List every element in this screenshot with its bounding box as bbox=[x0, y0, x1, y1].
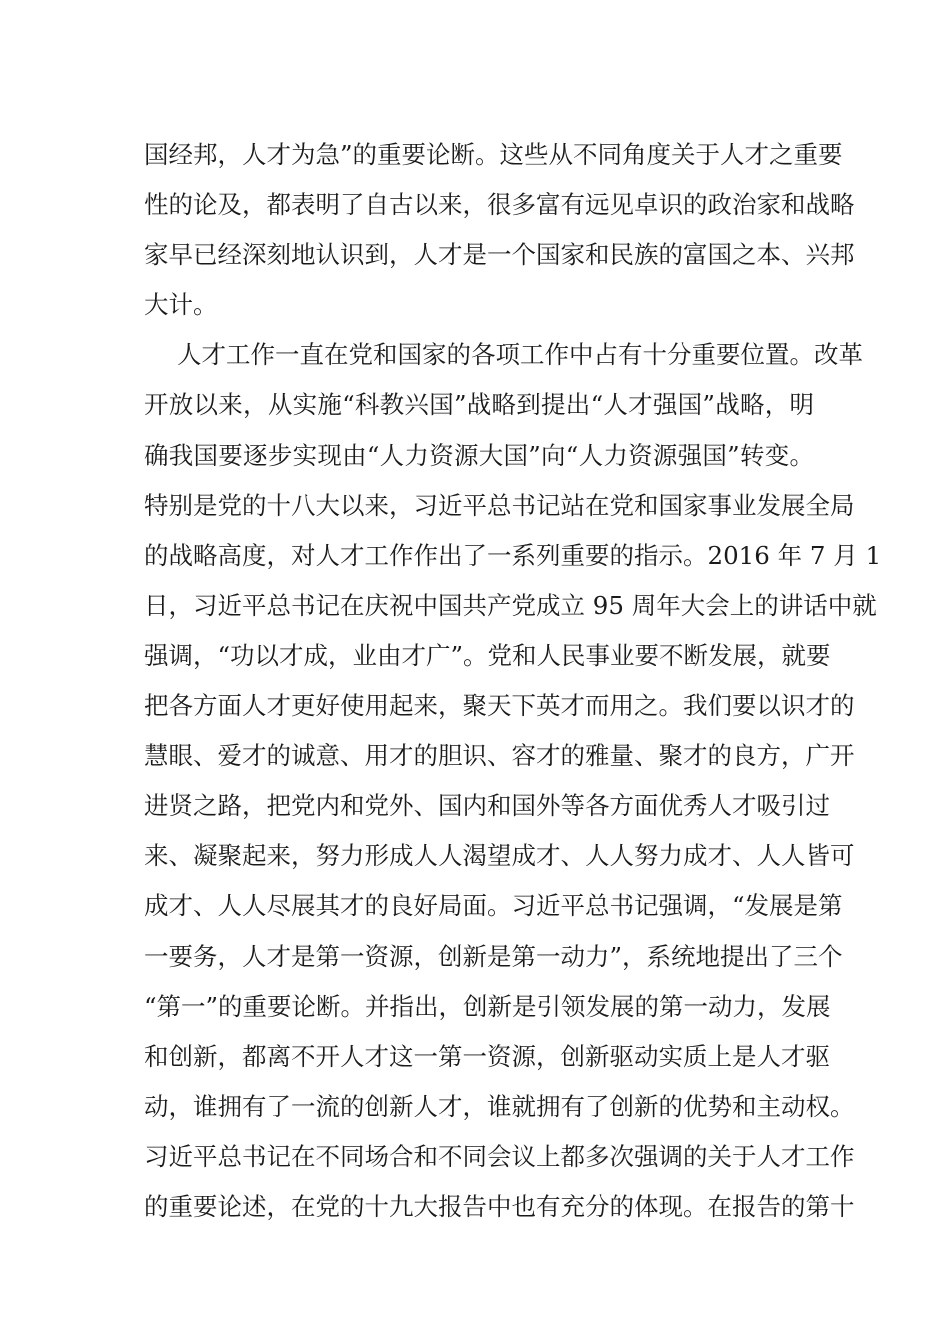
text-line: 动，谁拥有了一流的创新人才，谁就拥有了创新的优势和主动权。 bbox=[144, 1091, 855, 1121]
text-line: 和创新，都离不开人才这一第一资源，创新驱动实质上是人才驱 bbox=[144, 1041, 830, 1071]
text-line: 把各方面人才更好使用起来，聚天下英才而用之。我们要以识才的 bbox=[144, 691, 855, 721]
document-body bbox=[144, 130, 882, 1232]
text-line: 习近平总书记在不同场合和不同会议上都多次强调的关于人才工作 bbox=[144, 1141, 855, 1171]
text-line: 成才、人人尽展其才的良好局面。习近平总书记强调，“发展是第 bbox=[144, 891, 843, 921]
text-line: 的战略高度，对人才工作作出了一系列重要的指示。2016 年 7 月 1 bbox=[144, 540, 882, 570]
text-line: 日，习近平总书记在庆祝中国共产党成立 95 周年大会上的讲话中就 bbox=[144, 590, 877, 620]
text-line: 特别是党的十八大以来，习近平总书记站在党和国家事业发展全局 bbox=[144, 490, 855, 520]
text-line: 的重要论述，在党的十九大报告中也有充分的体现。在报告的第十 bbox=[144, 1191, 855, 1221]
text-line: 家早已经深刻地认识到，人才是一个国家和民族的富国之本、兴邦 bbox=[144, 240, 855, 270]
text-line: 来、凝聚起来，努力形成人人渴望成才、人人努力成才、人人皆可 bbox=[144, 841, 855, 871]
text-line: 国经邦，人才为急”的重要论断。这些从不同角度关于人才之重要 bbox=[144, 140, 843, 169]
text-line: 进贤之路，把党内和党外、国内和国外等各方面优秀人才吸引过 bbox=[144, 791, 830, 821]
text-line: “第一”的重要论断。并指出，创新是引领发展的第一动力，发展 bbox=[144, 991, 831, 1021]
text-line: 确我国要逐步实现由“人力资源大国”向“人力资源强国”转变。 bbox=[144, 440, 814, 470]
text-line: 慧眼、爱才的诚意、用才的胆识、容才的雅量、聚才的良方，广开 bbox=[144, 741, 855, 771]
text-line: 强调，“功以才成，业由才广”。党和人民事业要不断发展，就要 bbox=[144, 640, 831, 670]
paragraph-first-line: 人才工作一直在党和国家的各项工作中占有十分重要位置。改革 bbox=[177, 340, 863, 370]
text-line: 性的论及，都表明了自古以来，很多富有远见卓识的政治家和战略 bbox=[144, 190, 855, 220]
text-line: 大计。 bbox=[144, 290, 218, 320]
text-line: 开放以来，从实施“科教兴国”战略到提出“人才强国”战略，明 bbox=[144, 390, 814, 420]
text-line: 一要务，人才是第一资源，创新是第一动力”，系统地提出了三个 bbox=[144, 941, 843, 971]
